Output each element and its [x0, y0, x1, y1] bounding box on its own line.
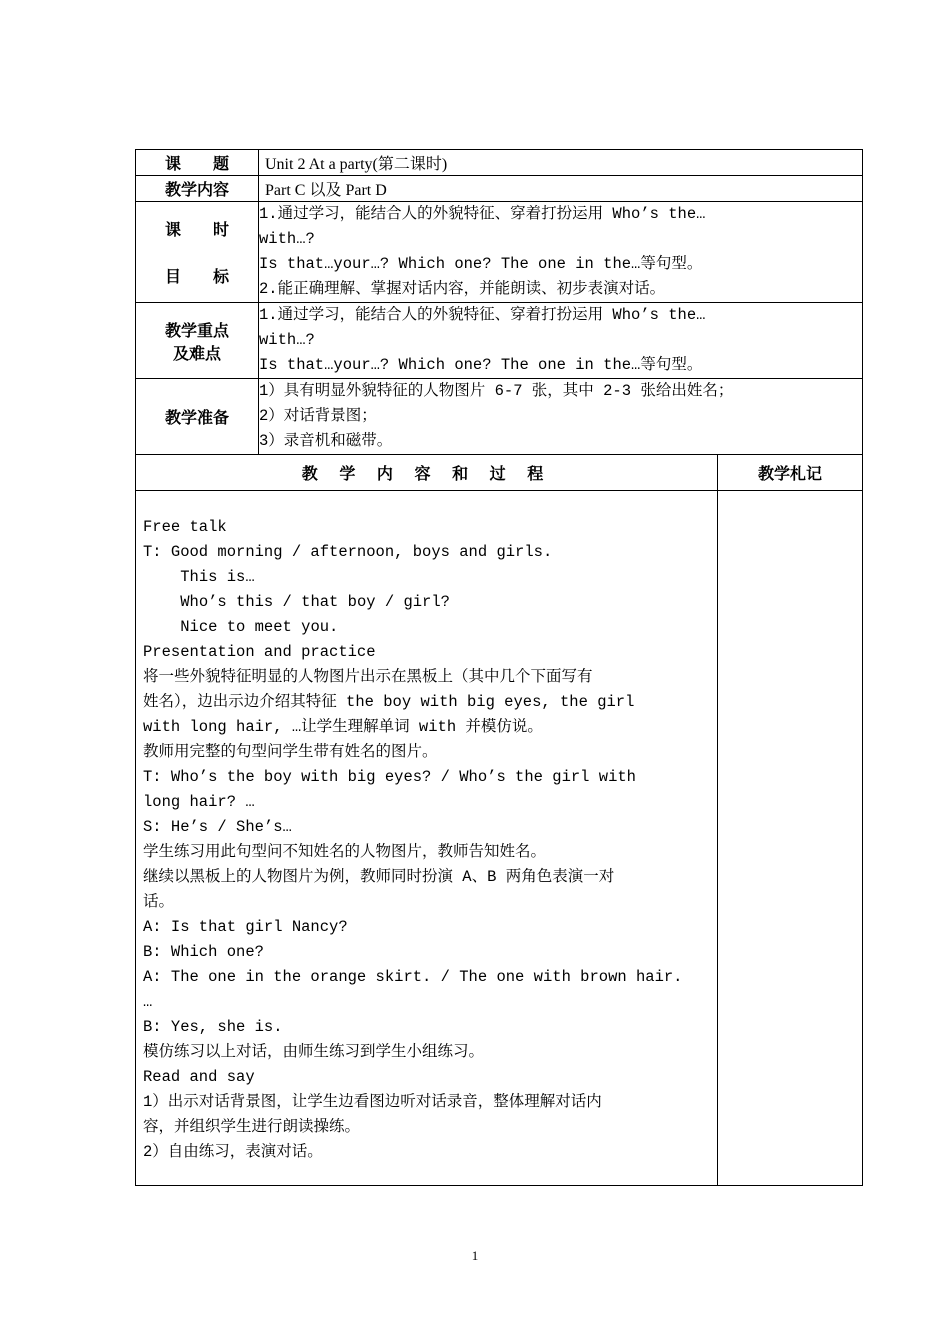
process-line: 2）自由练习，表演对话。 — [143, 1143, 323, 1161]
preparation-line: 2）对话背景图； — [259, 407, 377, 425]
row-process-body — [136, 491, 863, 1186]
focus-line: 1.通过学习，能结合人的外貌特征、穿着打扮运用 Who’s the… — [259, 306, 706, 324]
content-value: Part C 以及 Part D — [259, 176, 863, 202]
process-line: S: He’s / She’s… — [143, 818, 292, 836]
process-line: Presentation and practice — [143, 643, 376, 661]
objectives-label-top: 课 时 — [164, 220, 229, 239]
page-number: 1 — [471, 1248, 479, 1263]
row-focus — [136, 303, 863, 379]
row-objectives — [136, 202, 863, 303]
focus-label — [136, 303, 259, 379]
objectives-line: 1.通过学习，能结合人的外貌特征、穿着打扮运用 Who’s the… — [259, 205, 706, 223]
preparation-content — [259, 379, 863, 455]
row-content — [136, 176, 863, 202]
process-content — [136, 491, 718, 1186]
process-line: 话。 — [143, 893, 175, 911]
process-line: B: Which one? — [143, 943, 264, 961]
process-line: 教师用完整的句型问学生带有姓名的图片。 — [143, 743, 438, 761]
focus-line: Is that…your…? Which one? The one in the…等句型。 — [259, 356, 703, 374]
process-line: T: Good morning / afternoon, boys and girls. — [143, 543, 553, 561]
preparation-line: 1）具有明显外貌特征的人物图片 6-7 张，其中 2-3 张给出姓名； — [259, 382, 734, 400]
process-line: 将一些外貌特征明显的人物图片出示在黑板上（其中几个下面写有 — [143, 668, 593, 686]
focus-label-top: 教学重点 — [164, 320, 229, 340]
process-line: Read and say — [143, 1068, 255, 1086]
process-line: … — [143, 993, 153, 1011]
process-line: 继续以黑板上的人物图片为例，教师同时扮演 A、B 两角色表演一对 — [143, 868, 615, 886]
topic-label: 课 题 — [136, 150, 259, 176]
process-line: 姓名），边出示边介绍其特征 the boy with big eyes, the girl — [143, 693, 635, 711]
preparation-line: 3）录音机和磁带。 — [259, 432, 393, 450]
focus-content — [259, 303, 863, 379]
process-line: 模仿练习以上对话，由师生练习到学生小组练习。 — [143, 1043, 485, 1061]
process-line: This is… — [143, 568, 255, 586]
process-notes-cell — [718, 491, 863, 1186]
process-line: Who’s this / that boy / girl? — [143, 593, 450, 611]
focus-line: with…? — [259, 331, 315, 349]
objectives-content — [259, 202, 863, 303]
objectives-label-bottom: 目 标 — [164, 267, 229, 286]
content-label: 教学内容 — [136, 176, 259, 202]
process-line: Free talk — [143, 518, 227, 536]
process-line: A: The one in the orange skirt. / The one with brown hair. — [143, 968, 683, 986]
topic-value: Unit 2 At a party(第二课时) — [259, 150, 863, 176]
process-header-notes: 教学札记 — [718, 455, 863, 491]
process-line: with long hair, …让学生理解单词 with 并模仿说。 — [143, 718, 543, 736]
focus-label-bottom: 及难点 — [172, 343, 221, 363]
row-preparation — [136, 379, 863, 455]
lesson-plan-table — [135, 149, 863, 1186]
process-line: 1）出示对话背景图，让学生边看图边听对话录音，整体理解对话内 — [143, 1093, 602, 1111]
objectives-label — [136, 202, 259, 303]
row-process-header — [136, 455, 863, 491]
process-line: 学生练习用此句型问不知姓名的人物图片，教师告知姓名。 — [143, 843, 547, 861]
objectives-line: with…? — [259, 230, 315, 248]
objectives-line: Is that…your…? Which one? The one in the…等句型。 — [259, 255, 703, 273]
row-topic — [136, 150, 863, 176]
objectives-line: 2.能正确理解、掌握对话内容，并能朗读、初步表演对话。 — [259, 280, 666, 298]
process-header-main: 教 学 内 容 和 过 程 — [136, 455, 718, 491]
preparation-label: 教学准备 — [136, 379, 259, 455]
process-line: A: Is that girl Nancy? — [143, 918, 348, 936]
process-line: 容，并组织学生进行朗读操练。 — [143, 1118, 361, 1136]
process-line: Nice to meet you. — [143, 618, 339, 636]
process-line: long hair? … — [143, 793, 255, 811]
process-line: T: Who’s the boy with big eyes? / Who’s the girl with — [143, 768, 636, 786]
process-line: B: Yes, she is. — [143, 1018, 283, 1036]
